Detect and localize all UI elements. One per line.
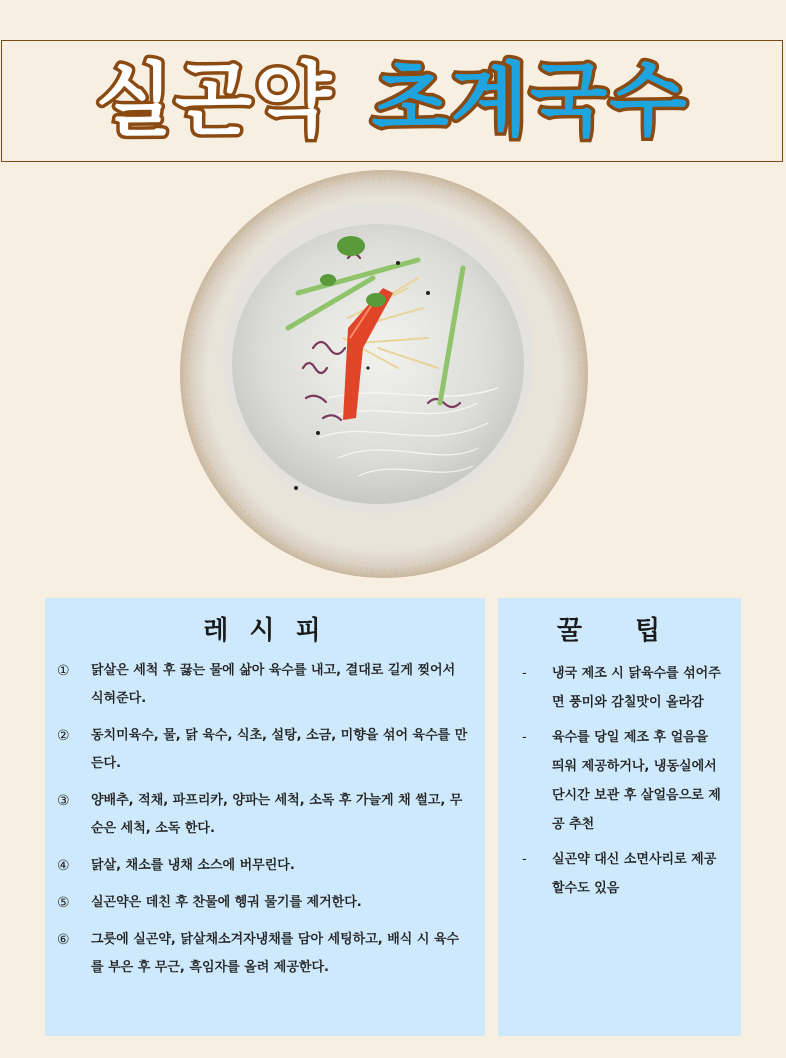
tip-item: [498, 845, 741, 903]
tips-heading: 꿀 팁: [556, 616, 683, 646]
recipe-heading: 레 시 피: [203, 616, 327, 646]
title-banner: [1, 40, 783, 162]
tip-dash: -: [522, 730, 527, 745]
step-number: ②: [57, 728, 70, 744]
tip-dash: -: [522, 666, 527, 681]
recipe-step: [45, 722, 485, 778]
tip-text: 실곤약 대신 소면사리로 제공할수도 있음: [552, 852, 717, 896]
tip-dash: -: [522, 852, 527, 867]
tip-text: 냉국 제조 시 닭육수를 섞어주면 풍미와 감칠맛이 올라감: [552, 666, 721, 710]
recipe-step: [45, 926, 485, 982]
step-number: ⑥: [57, 932, 70, 948]
tip-text: 육수를 당일 제조 후 얼음을 띄워 제공하거나, 냉동실에서 단시간 보관 후 살얼음으로 제공 추천: [552, 730, 721, 832]
tips-panel: [498, 598, 741, 1036]
title-part-1: 실곤약: [95, 54, 334, 147]
step-text: 닭살, 채소를 냉채 소스에 버무린다.: [91, 858, 295, 873]
recipe-steps: [45, 657, 485, 982]
step-number: ④: [57, 858, 70, 874]
recipe-step: [45, 852, 485, 880]
step-text: 동치미육수, 물, 닭 육수, 식초, 설탕, 소금, 미향을 섞어 육수를 만든다.: [91, 728, 468, 771]
step-number: ⑤: [57, 895, 70, 911]
step-text: 그릇에 실곤약, 닭살채소겨자냉채를 담아 세팅하고, 배식 시 육수를 부은 후 무근, 흑임자를 올려 제공한다.: [91, 932, 460, 975]
recipe-step: [45, 889, 485, 917]
title-part-2: 초계국수: [371, 54, 689, 147]
step-number: ①: [57, 663, 70, 679]
tip-item: [498, 659, 741, 717]
step-text: 닭살은 세척 후 끓는 물에 삶아 육수를 내고, 결대로 길게 찢어서 식혀준다.: [91, 663, 456, 706]
tips-list: [498, 659, 741, 903]
recipe-step: [45, 787, 485, 843]
recipe-panel: [45, 598, 485, 1036]
step-text: 실곤약은 데친 후 찬물에 헹궈 물기를 제거한다.: [91, 895, 362, 910]
dish-photo: [178, 168, 590, 580]
step-text: 양배추, 적채, 파프리카, 양파는 세척, 소독 후 가늘게 채 썰고, 무순은 세척, 소독 한다.: [91, 793, 463, 836]
recipe-step: [45, 657, 485, 713]
tip-item: [498, 723, 741, 839]
step-number: ③: [57, 793, 70, 809]
